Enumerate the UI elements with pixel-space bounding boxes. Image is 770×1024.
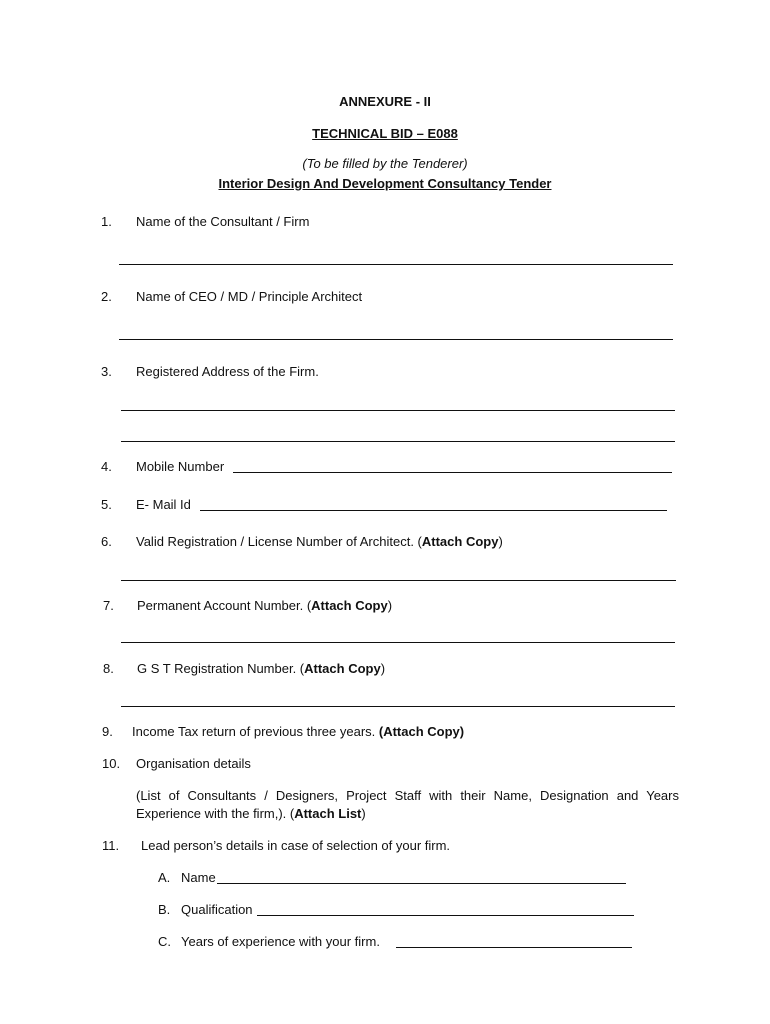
lead-name-field[interactable] — [217, 883, 626, 884]
annexure-heading: ANNEXURE - II — [339, 94, 431, 109]
address-field-line-1[interactable] — [121, 410, 675, 411]
email-field[interactable] — [200, 510, 667, 511]
document-title: TECHNICAL BID – E088 — [312, 126, 458, 141]
item-number: 5. — [101, 497, 112, 512]
attach-copy-note: Attach Copy — [304, 661, 381, 676]
gst-label — [137, 661, 385, 676]
item-number: 4. — [101, 459, 112, 474]
item-number: 6. — [101, 534, 112, 549]
lead-experience-label: Years of experience with your firm. — [181, 934, 380, 949]
item-number: 7. — [103, 598, 114, 613]
description-close: ) — [361, 806, 366, 821]
income-tax-label — [132, 724, 464, 739]
organisation-details-description — [136, 787, 679, 823]
registration-license-field[interactable] — [121, 580, 676, 581]
subitem-letter: B. — [158, 902, 171, 917]
consultant-name-label: Name of the Consultant / Firm — [136, 214, 310, 229]
attach-list-note: Attach List — [294, 806, 362, 821]
item-number: 10. — [102, 756, 121, 771]
lead-name-label: Name — [181, 870, 216, 885]
lead-experience-field[interactable] — [396, 947, 632, 948]
item-number: 3. — [101, 364, 112, 379]
label-close: ) — [498, 534, 503, 549]
lead-person-label: Lead person’s details in case of selection of your firm. — [141, 838, 451, 853]
label-text: Income Tax return of previous three years. — [132, 724, 379, 739]
description-text: (List of Consultants / Designers, Project Staff with their Name, Designation and Years Experience with the firm,). ( — [136, 788, 679, 821]
mobile-number-field[interactable] — [233, 472, 672, 473]
attach-copy-note: Attach Copy — [421, 534, 499, 549]
tender-subject: Interior Design And Development Consultancy Tender — [218, 176, 552, 191]
ceo-name-field[interactable] — [119, 339, 673, 340]
organisation-details-label: Organisation details — [136, 756, 251, 771]
attach-copy-note: (Attach Copy) — [378, 724, 465, 739]
pan-label — [137, 598, 392, 613]
item-number: 2. — [101, 289, 112, 304]
fill-instruction: (To be filled by the Tenderer) — [302, 156, 468, 171]
item-number: 9. — [102, 724, 113, 739]
registration-license-label — [136, 534, 503, 549]
lead-qualification-label: Qualification — [181, 902, 253, 917]
label-close: ) — [387, 598, 393, 613]
email-label: E- Mail Id — [136, 497, 191, 512]
subitem-letter: C. — [158, 934, 171, 949]
ceo-name-label: Name of CEO / MD / Principle Architect — [136, 289, 363, 304]
lead-qualification-field[interactable] — [257, 915, 634, 916]
label-text: Permanent Account Number. ( — [137, 598, 312, 613]
label-text: Valid Registration / License Number of Architect. ( — [136, 534, 422, 549]
address-field-line-2[interactable] — [121, 441, 675, 442]
subitem-letter: A. — [158, 870, 171, 885]
registered-address-label: Registered Address of the Firm. — [136, 364, 319, 379]
label-text: G S T Registration Number. ( — [137, 661, 305, 676]
pan-field[interactable] — [121, 642, 675, 643]
gst-field[interactable] — [121, 706, 675, 707]
item-number: 8. — [103, 661, 114, 676]
attach-copy-note: Attach Copy — [311, 598, 388, 613]
item-number: 1. — [101, 214, 112, 229]
consultant-name-field[interactable] — [119, 264, 673, 265]
mobile-number-label: Mobile Number — [136, 459, 225, 474]
label-close: ) — [380, 661, 386, 676]
item-number: 11. — [102, 838, 120, 853]
